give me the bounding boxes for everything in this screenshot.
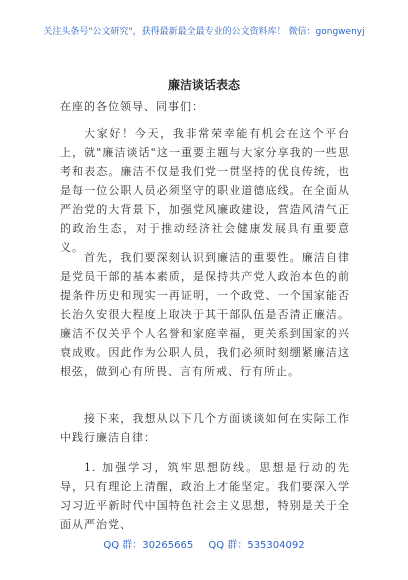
footer-qq-group-2: QQ 群：535304092 <box>208 540 305 551</box>
paragraph-point-1: 1. 加强学习，筑牢思想防线。思想是行动的先导，只有理论上清醒，政治上才能坚定。我们要深入学习习近平新时代中国特色社会主义思想，特别是关于全面从严治党、 <box>60 461 350 531</box>
salutation: 在座的各位领导、同事们： <box>60 100 204 113</box>
paragraph-importance: 首先，我们要深刻认识到廉洁的重要性。廉洁自律是党员干部的基本素质，是保持共产党人政治本色的前提条件历史和现实一再证明，一个政党、一个国家能否长治久安很大程度上取决于其干部队伍是否清正廉洁。廉洁不仅关乎个人名誉和家庭幸福，更关系到国家的兴衰成败。因此作为公职人员，我们必须时刻绷紧廉洁这根弦，做到心有所畏、言有所戒、行有所止。 <box>60 251 350 378</box>
paragraph-transition: 接下来，我想从以下几个方面谈谈如何在实际工作中践行廉洁自律： <box>60 412 350 444</box>
footer-qq-group-1: QQ 群：30265665 <box>103 540 194 551</box>
footer <box>0 536 408 551</box>
paragraph-intro: 大家好！今天，我非常荣幸能有机会在这个平台上，就"廉洁谈话"这一重要主题与大家分享我的一些思考和表态。廉洁不仅是我们党一贯坚持的优良传统，也是每一位公职人员必须坚守的职业道德底线。在全面从严治党的大背景下，加强党风廉政建设，营造风清气正的政治生态，对于推动经济社会健康发展具有重要意义。 <box>60 127 350 254</box>
document-title: 廉洁谈话表态 <box>167 78 240 92</box>
header-banner: 关注头条号"公文研究"，获得最新最全最专业的公文资料库！ 微信：gongwenyj <box>43 27 365 37</box>
